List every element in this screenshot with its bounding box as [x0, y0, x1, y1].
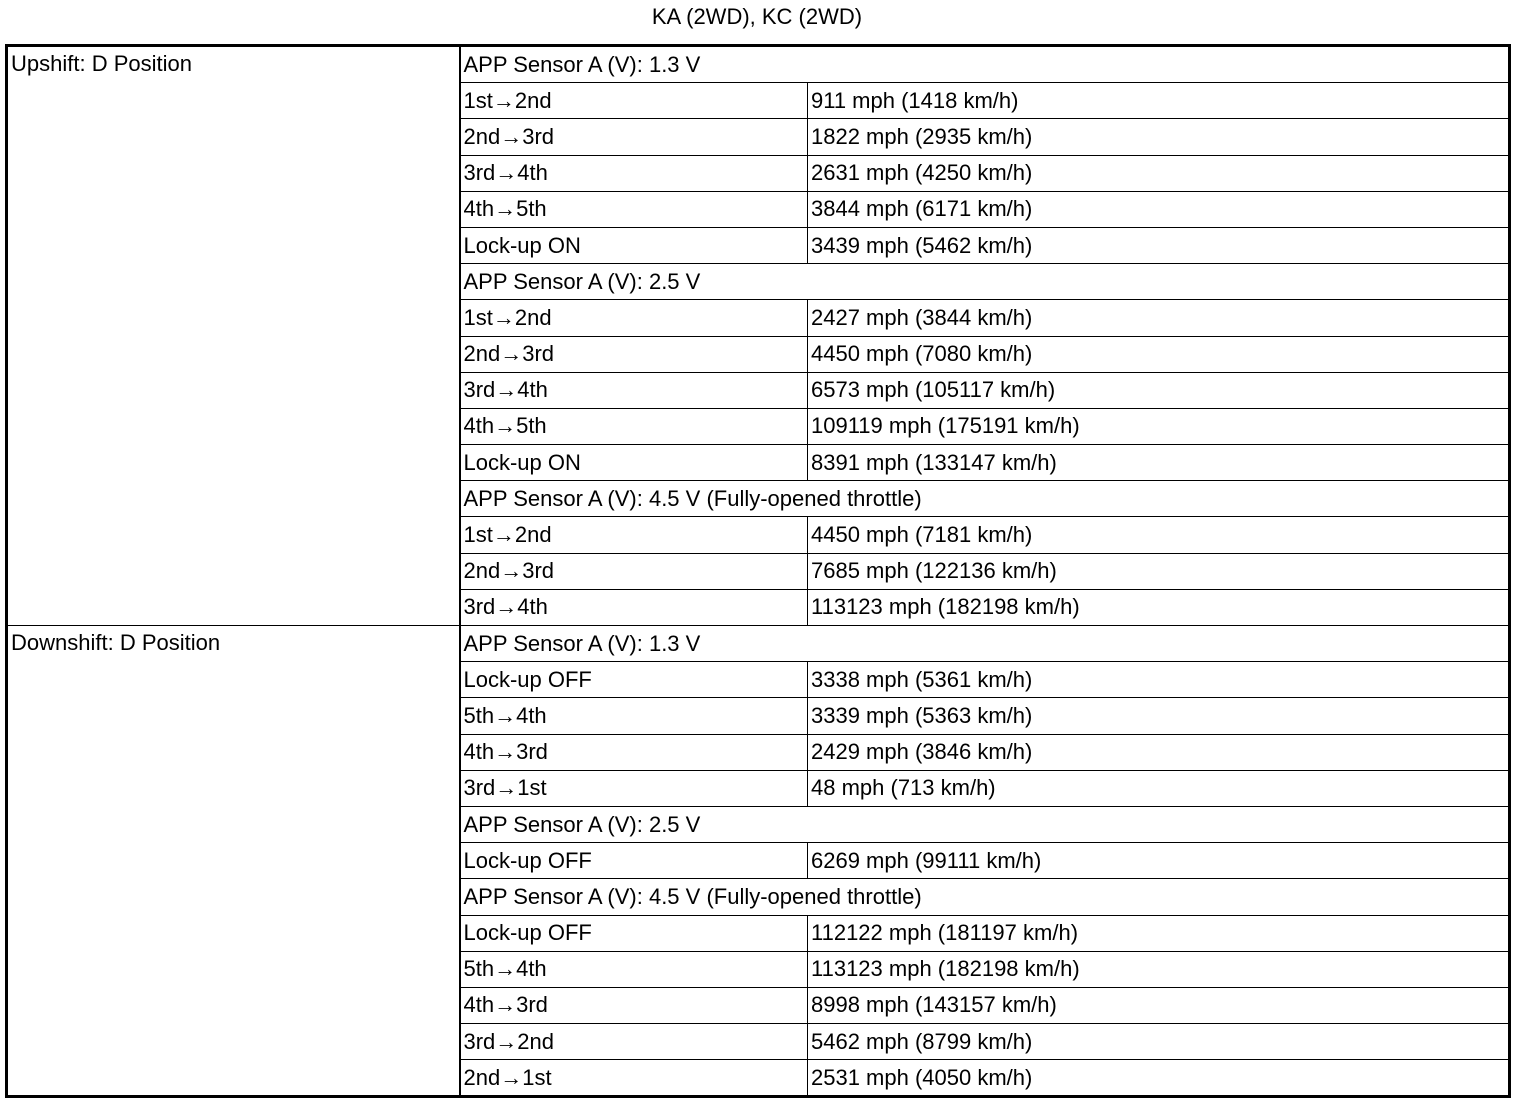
shift-cell: 1st→2nd [460, 300, 808, 336]
sensor-condition-header: APP Sensor A (V): 4.5 V (Fully-opened throttle) [460, 481, 1510, 517]
shift-cell: Lock-up ON [460, 227, 808, 263]
shift-cell: 4th→3rd [460, 734, 808, 770]
shift-cell: 5th→4th [460, 951, 808, 987]
speed-cell: 3844 mph (6171 km/h) [808, 191, 1510, 227]
speed-cell: 6573 mph (105117 km/h) [808, 372, 1510, 408]
speed-cell: 2531 mph (4050 km/h) [808, 1060, 1510, 1097]
sensor-condition-header: APP Sensor A (V): 1.3 V [460, 46, 1510, 83]
speed-cell: 2427 mph (3844 km/h) [808, 300, 1510, 336]
sensor-condition-header: APP Sensor A (V): 4.5 V (Fully-opened throttle) [460, 879, 1510, 915]
speed-cell: 8391 mph (133147 km/h) [808, 445, 1510, 481]
speed-cell: 3439 mph (5462 km/h) [808, 227, 1510, 263]
shift-cell: 2nd→3rd [460, 336, 808, 372]
speed-cell: 2429 mph (3846 km/h) [808, 734, 1510, 770]
speed-cell: 3338 mph (5361 km/h) [808, 662, 1510, 698]
shift-cell: 1st→2nd [460, 83, 808, 119]
shift-cell: Lock-up OFF [460, 915, 808, 951]
shift-cell: Lock-up OFF [460, 662, 808, 698]
shift-cell: 3rd→4th [460, 589, 808, 625]
shift-cell: 2nd→3rd [460, 119, 808, 155]
speed-cell: 113123 mph (182198 km/h) [808, 951, 1510, 987]
speed-cell: 2631 mph (4250 km/h) [808, 155, 1510, 191]
shift-cell: 5th→4th [460, 698, 808, 734]
page-title: KA (2WD), KC (2WD) [651, 4, 863, 29]
shift-cell: Lock-up ON [460, 445, 808, 481]
speed-cell: 48 mph (713 km/h) [808, 770, 1510, 806]
table-body [7, 46, 1510, 1097]
shift-cell: 2nd→3rd [460, 553, 808, 589]
condition-row [7, 46, 1510, 83]
speed-cell: 5462 mph (8799 km/h) [808, 1024, 1510, 1060]
speed-cell: 112122 mph (181197 km/h) [808, 915, 1510, 951]
shift-schedule-table [5, 44, 1511, 1098]
speed-cell: 4450 mph (7181 km/h) [808, 517, 1510, 553]
sensor-condition-header: APP Sensor A (V): 2.5 V [460, 264, 1510, 300]
group-label: Upshift: D Position [7, 46, 460, 626]
shift-cell: 3rd→1st [460, 770, 808, 806]
speed-cell: 6269 mph (99111 km/h) [808, 843, 1510, 879]
shift-cell: 3rd→2nd [460, 1024, 808, 1060]
speed-cell: 911 mph (1418 km/h) [808, 83, 1510, 119]
shift-cell: 3rd→4th [460, 155, 808, 191]
shift-cell: 4th→5th [460, 408, 808, 444]
speed-cell: 109119 mph (175191 km/h) [808, 408, 1510, 444]
condition-row [7, 626, 1510, 662]
speed-cell: 3339 mph (5363 km/h) [808, 698, 1510, 734]
shift-cell: Lock-up OFF [460, 843, 808, 879]
speed-cell: 113123 mph (182198 km/h) [808, 589, 1510, 625]
shift-cell: 4th→5th [460, 191, 808, 227]
group-label: Downshift: D Position [7, 626, 460, 1097]
shift-cell: 2nd→1st [460, 1060, 808, 1097]
speed-cell: 8998 mph (143157 km/h) [808, 987, 1510, 1023]
shift-cell: 4th→3rd [460, 987, 808, 1023]
speed-cell: 1822 mph (2935 km/h) [808, 119, 1510, 155]
shift-cell: 3rd→4th [460, 372, 808, 408]
shift-cell: 1st→2nd [460, 517, 808, 553]
speed-cell: 4450 mph (7080 km/h) [808, 336, 1510, 372]
sensor-condition-header: APP Sensor A (V): 2.5 V [460, 806, 1510, 842]
speed-cell: 7685 mph (122136 km/h) [808, 553, 1510, 589]
sensor-condition-header: APP Sensor A (V): 1.3 V [460, 626, 1510, 662]
